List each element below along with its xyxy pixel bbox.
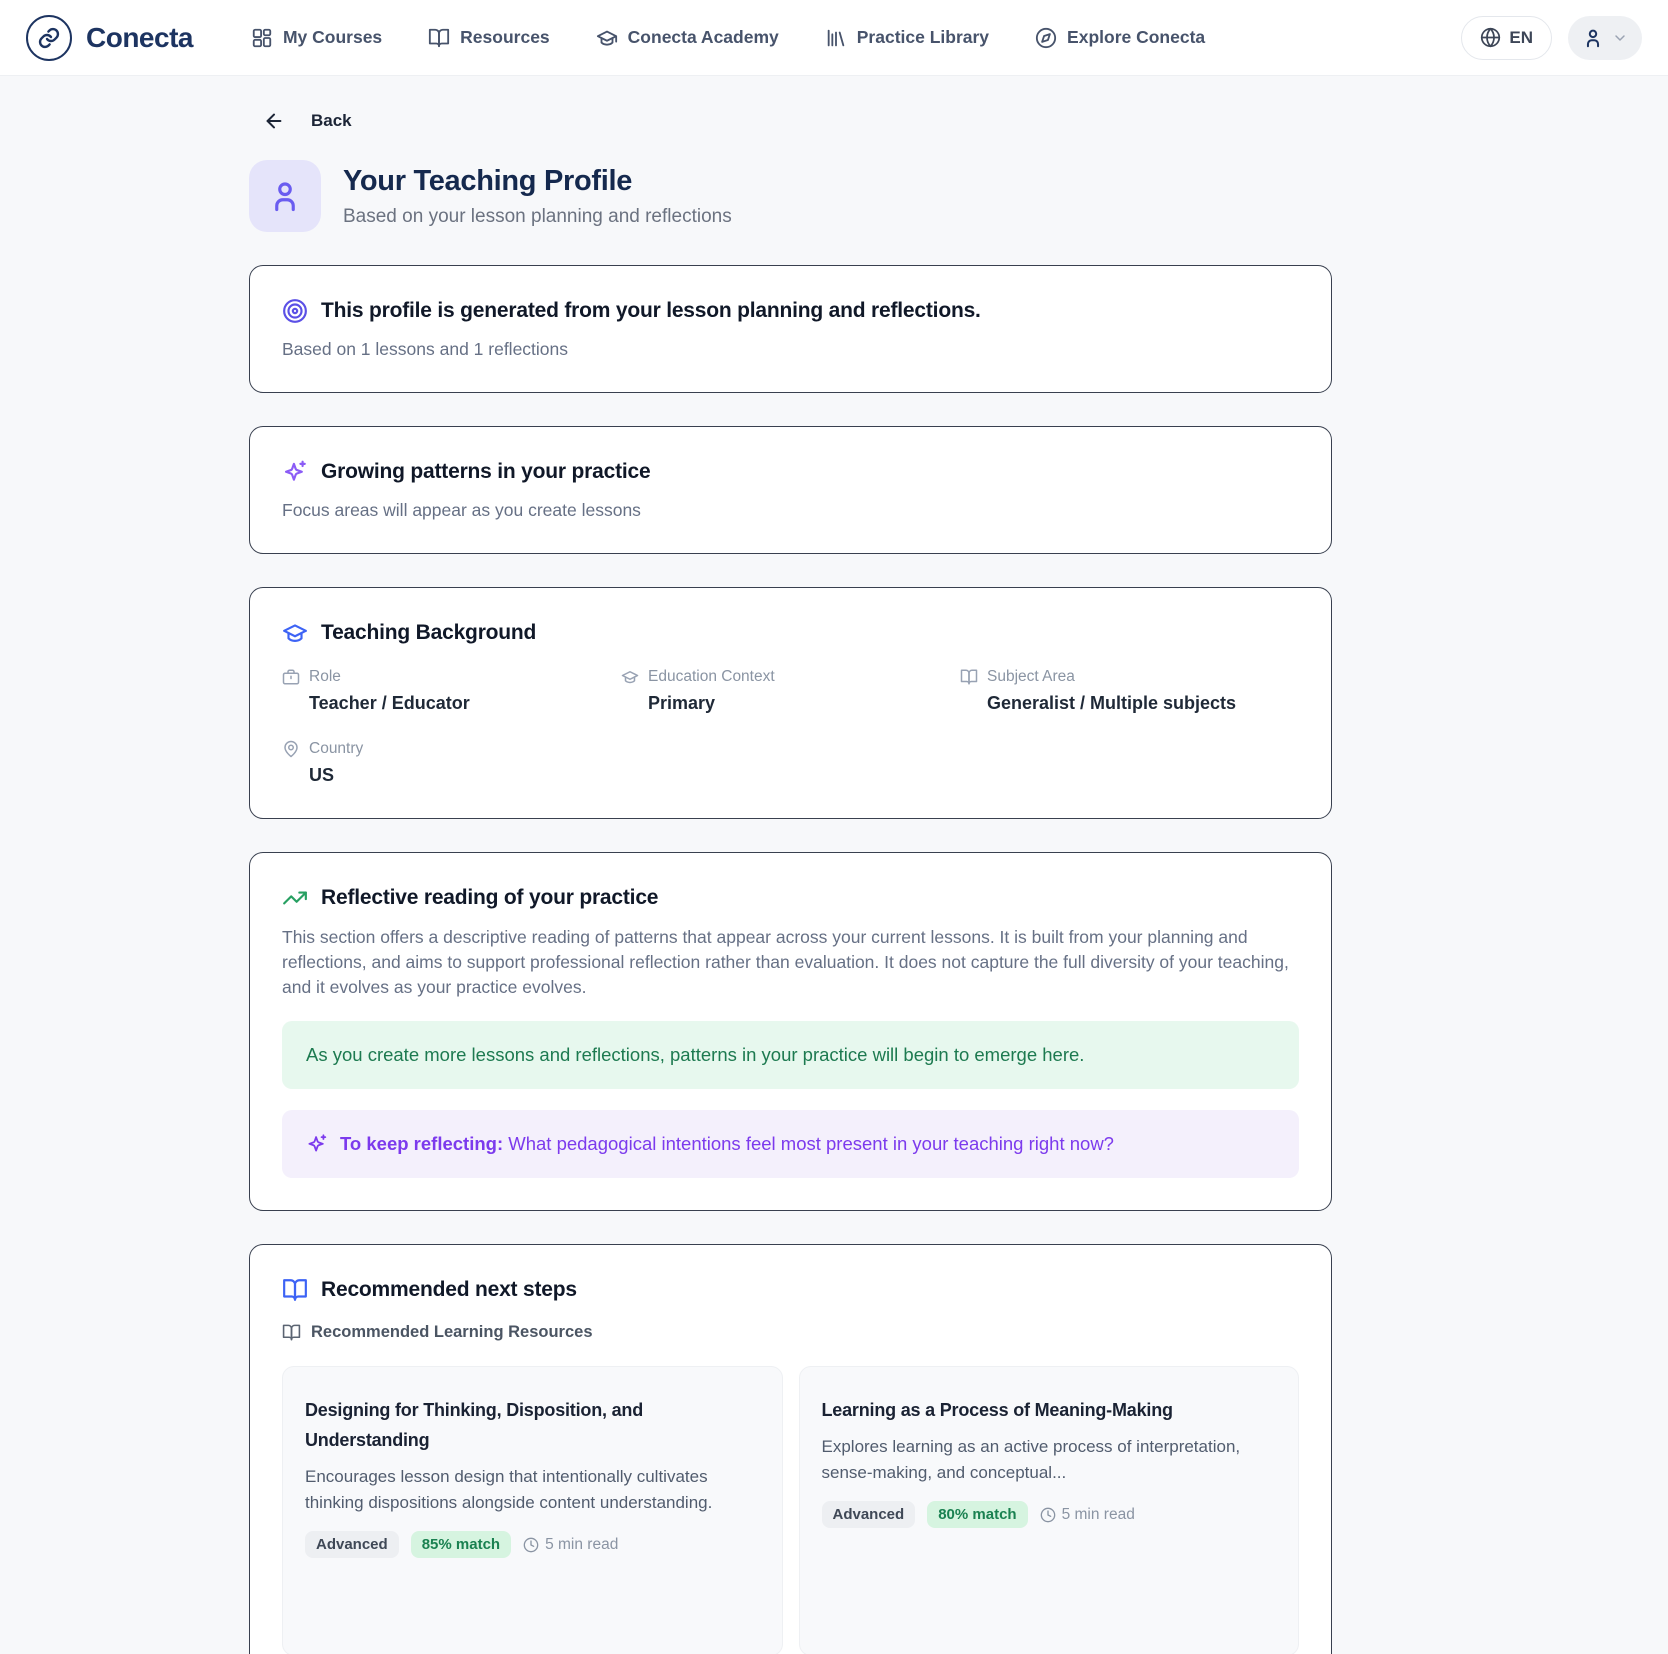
link-icon <box>26 15 72 61</box>
user-icon <box>267 178 303 214</box>
nav-item-label: Resources <box>460 27 550 47</box>
page-title: Your Teaching Profile <box>343 164 633 197</box>
read-time: 5 min read <box>1040 1506 1135 1524</box>
chevron-down-icon <box>1612 30 1628 46</box>
level-badge: Advanced <box>822 1501 916 1528</box>
reflection-prompt-label: To keep reflecting: <box>340 1133 504 1154</box>
target-icon <box>282 298 308 324</box>
field-subject-area <box>960 668 1299 714</box>
book-open-icon <box>282 1323 301 1342</box>
learning-resources-subheading: Recommended Learning Resources <box>282 1323 1299 1342</box>
recommended-next-steps-title: Recommended next steps <box>321 1278 577 1301</box>
sparkles-icon <box>282 459 308 485</box>
field-value: Primary <box>648 693 716 713</box>
language-code: EN <box>1509 27 1533 47</box>
nav-item-label: Explore Conecta <box>1067 27 1206 47</box>
brand-logo[interactable] <box>26 15 193 61</box>
page-subtitle: Based on your lesson planning and reflections <box>343 205 732 227</box>
sparkles-icon <box>306 1133 328 1155</box>
field-value: Generalist / Multiple subjects <box>987 693 1237 713</box>
nav-item-conecta-academy[interactable] <box>596 27 779 49</box>
clock-icon <box>1040 1507 1056 1523</box>
reflective-reading-title: Reflective reading of your practice <box>321 886 659 909</box>
back-label: Back <box>311 111 352 130</box>
profile-note-title: This profile is generated from your lesson planning and reflections. <box>321 299 981 322</box>
field-label: Role <box>309 668 341 685</box>
page-header <box>249 160 1332 232</box>
map-pin-icon <box>282 740 300 758</box>
nav-item-label: Practice Library <box>856 27 990 47</box>
language-selector-button[interactable] <box>1461 16 1552 60</box>
teaching-background-title: Teaching Background <box>321 621 537 644</box>
book-open-icon <box>960 668 978 686</box>
library-icon <box>825 27 847 49</box>
top-navigation-bar <box>0 0 1668 76</box>
field-value: US <box>309 765 335 785</box>
nav-item-practice-library[interactable] <box>825 27 989 49</box>
emergence-note-text: As you create more lessons and reflections, patterns in your practice will begin to emerge here. <box>306 1044 1085 1065</box>
graduation-cap-icon <box>282 620 308 646</box>
field-label: Education Context <box>648 668 775 685</box>
profile-note-card <box>249 265 1332 393</box>
field-label: Subject Area <box>987 668 1075 685</box>
reflective-reading-card <box>249 852 1332 1211</box>
clock-icon <box>523 1537 539 1553</box>
resource-title: Learning as a Process of Meaning-Making <box>821 1400 1173 1420</box>
nav-item-explore-conecta[interactable] <box>1035 27 1205 49</box>
resource-description: Encourages lesson design that intentionally cultivates thinking dispositions alongside content understanding. <box>305 1467 713 1512</box>
reflection-prompt <box>282 1110 1299 1178</box>
resource-card[interactable] <box>799 1366 1300 1654</box>
account-menu-button[interactable] <box>1568 16 1642 60</box>
briefcase-icon <box>282 668 300 686</box>
book-open-icon <box>282 1277 308 1303</box>
user-icon <box>1582 27 1604 49</box>
resource-description: Explores learning as an active process of interpretation, sense-making, and conceptual... <box>821 1437 1241 1482</box>
field-education-context <box>621 668 960 714</box>
layout-grid-icon <box>251 27 273 49</box>
profile-avatar <box>249 160 321 232</box>
arrow-left-icon <box>263 110 285 132</box>
trending-up-icon <box>282 885 308 911</box>
reflection-prompt-text: To keep reflecting: What pedagogical intentions feel most present in your teaching right now? <box>340 1133 1114 1154</box>
compass-icon <box>1035 27 1057 49</box>
main-content <box>249 110 1332 1654</box>
field-role <box>282 668 621 714</box>
recommended-next-steps-card <box>249 1244 1332 1654</box>
emergence-note <box>282 1021 1299 1089</box>
teaching-background-card <box>249 587 1332 819</box>
brand-name: Conecta <box>86 21 193 53</box>
main-navigation <box>251 27 1205 49</box>
nav-item-resources[interactable] <box>428 27 550 49</box>
nav-item-label: Conecta Academy <box>627 27 779 47</box>
growing-patterns-title: Growing patterns in your practice <box>321 460 651 483</box>
back-button[interactable] <box>263 110 1332 132</box>
nav-item-label: My Courses <box>282 27 383 47</box>
globe-icon <box>1480 27 1501 48</box>
field-country <box>282 740 621 786</box>
resource-card[interactable] <box>282 1366 783 1654</box>
graduation-cap-icon <box>596 27 618 49</box>
profile-note-subtitle: Based on 1 lessons and 1 reflections <box>282 339 569 359</box>
graduation-cap-icon <box>621 668 639 686</box>
reflective-description: This section offers a descriptive reading of patterns that appear across your current lessons. It is built from your planning and reflections, and aims to support professional reflection rather than evaluation. It does not capture the full diversity of your teaching, and it evolves as your practice evolves. <box>282 927 1289 997</box>
book-open-icon <box>428 27 450 49</box>
growing-patterns-card <box>249 426 1332 554</box>
match-badge: 85% match <box>411 1531 511 1558</box>
field-value: Teacher / Educator <box>309 693 470 713</box>
match-badge: 80% match <box>927 1501 1027 1528</box>
field-label: Country <box>309 740 364 757</box>
growing-patterns-subtitle: Focus areas will appear as you create lessons <box>282 500 641 520</box>
nav-item-my-courses[interactable] <box>251 27 382 49</box>
level-badge: Advanced <box>305 1531 399 1558</box>
read-time: 5 min read <box>523 1536 618 1554</box>
resource-title: Designing for Thinking, Disposition, and Understanding <box>305 1400 643 1450</box>
